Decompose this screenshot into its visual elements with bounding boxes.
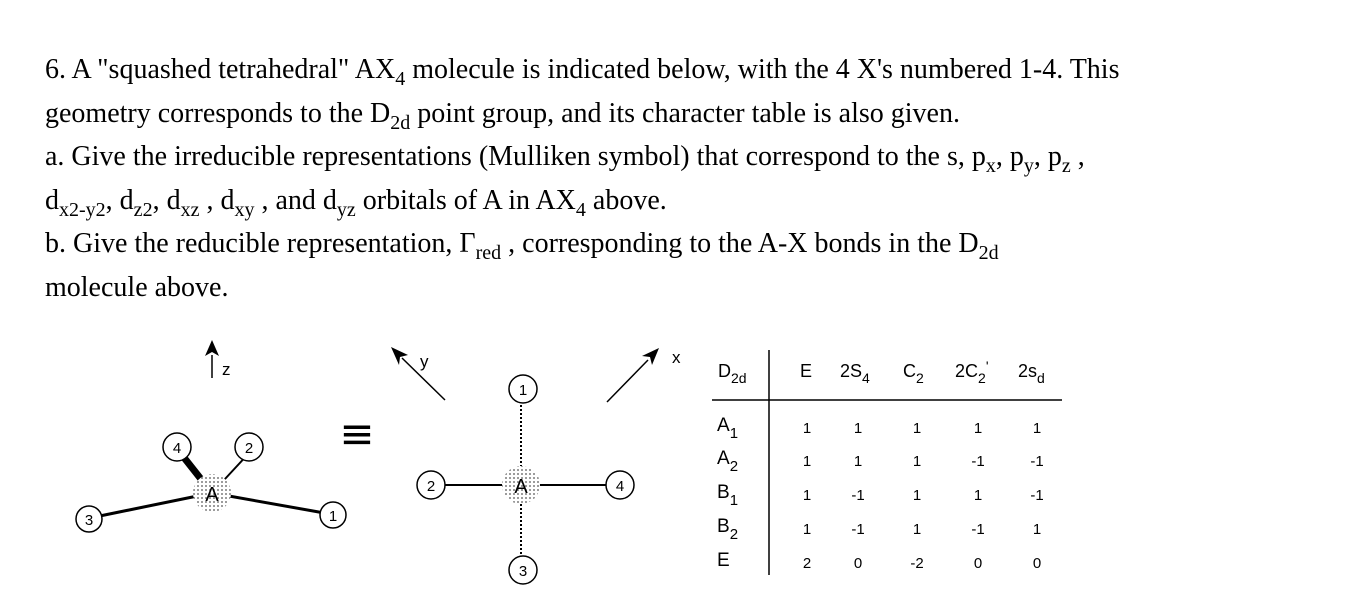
character-value: 0 bbox=[1032, 555, 1042, 572]
irrep-A2: $A_2$ bbox=[717, 448, 739, 475]
ligand-2-label: 2 bbox=[244, 440, 254, 457]
side-view-molecule bbox=[76, 433, 346, 532]
class-header-E: E bbox=[800, 361, 813, 381]
character-value: -1 bbox=[1030, 453, 1044, 470]
irrep-E: E bbox=[717, 550, 730, 571]
top-ligand-1-label: 1 bbox=[518, 382, 528, 399]
problem-part-b: b. Give the reducible representation, $\Gamma_{red}$ , corresponding to the A-X bonds in the $D_{2d}$ bbox=[45, 228, 999, 265]
ligand-4-label: 4 bbox=[172, 440, 182, 457]
character-value: 0 bbox=[973, 555, 983, 572]
class-header-2sd: $2s_d$ bbox=[1018, 361, 1045, 386]
molecule-diagram bbox=[0, 320, 690, 610]
problem-part-a-orbitals: $d_{x2-y2}$, $d_{z2}$, $d_{xz}$ , $d_{xy}$ , and $d_{yz}$ orbitals of A in $AX_4$ above. bbox=[45, 184, 667, 221]
character-value: 1 bbox=[912, 487, 922, 504]
character-value: 1 bbox=[802, 453, 812, 470]
character-value: -1 bbox=[851, 521, 865, 538]
class-header-2S4: $2S_4$ bbox=[840, 361, 870, 386]
axis-x bbox=[607, 348, 681, 402]
axis-z bbox=[205, 340, 231, 379]
character-value: -1 bbox=[971, 521, 985, 538]
class-header-2C2prime: $2C_2'$ bbox=[955, 358, 989, 386]
character-value: 1 bbox=[1032, 420, 1042, 437]
top-ligand-2-label: 2 bbox=[426, 478, 436, 495]
problem-part-a: a. Give the irreducible representations (Mulliken symbol) that correspond to the s, $p_x$, $p_y$, $p_z$ , bbox=[45, 141, 1085, 178]
irrep-B2: $B_2$ bbox=[717, 516, 739, 543]
character-value: 1 bbox=[802, 487, 812, 504]
top-view-molecule bbox=[417, 375, 634, 584]
axis-z-label: z bbox=[222, 360, 231, 379]
central-atom-label: A bbox=[205, 484, 219, 506]
character-value: 1 bbox=[912, 521, 922, 538]
irrep-B1: $B_1$ bbox=[717, 482, 739, 509]
character-value: 0 bbox=[853, 555, 863, 572]
axis-y-label: y bbox=[420, 352, 429, 371]
ligand-3-label: 3 bbox=[84, 512, 94, 529]
character-table bbox=[700, 345, 1070, 580]
character-value: -2 bbox=[910, 555, 924, 572]
character-value: -1 bbox=[971, 453, 985, 470]
axis-x-label: x bbox=[672, 348, 681, 367]
ligand-1-label: 1 bbox=[328, 508, 338, 525]
character-value: 1 bbox=[973, 487, 983, 504]
character-value: 1 bbox=[912, 420, 922, 437]
character-value: 1 bbox=[853, 453, 863, 470]
character-value: -1 bbox=[851, 487, 865, 504]
irrep-A1: $A_1$ bbox=[717, 415, 739, 442]
table-rows bbox=[717, 415, 1044, 572]
character-value: 1 bbox=[973, 420, 983, 437]
top-ligand-4-label: 4 bbox=[615, 478, 625, 495]
character-value: 1 bbox=[853, 420, 863, 437]
character-value: 2 bbox=[802, 555, 812, 572]
problem-part-b-cont: molecule above. bbox=[45, 271, 229, 303]
top-ligand-3-label: 3 bbox=[518, 563, 528, 580]
problem-line-2: geometry corresponds to the $D_{2d}$ point group, and its character table is also given. bbox=[45, 97, 960, 134]
character-value: 1 bbox=[1032, 521, 1042, 538]
character-value: 1 bbox=[912, 453, 922, 470]
problem-line-1: 6. A "squashed tetrahedral" $AX_4$ molecule is indicated below, with the 4 X's numbered 1-4. This bbox=[45, 54, 1120, 90]
character-value: 1 bbox=[802, 420, 812, 437]
character-value: 1 bbox=[802, 521, 812, 538]
class-header-C2: $C_2$ bbox=[903, 361, 924, 386]
point-group-label: $D_{2d}$ bbox=[718, 361, 747, 386]
top-central-atom-label: A bbox=[514, 476, 528, 498]
problem-statement bbox=[45, 48, 1335, 310]
character-value: -1 bbox=[1030, 487, 1044, 504]
axis-y bbox=[391, 347, 445, 400]
equivalence-symbol: ≡ bbox=[339, 409, 375, 458]
